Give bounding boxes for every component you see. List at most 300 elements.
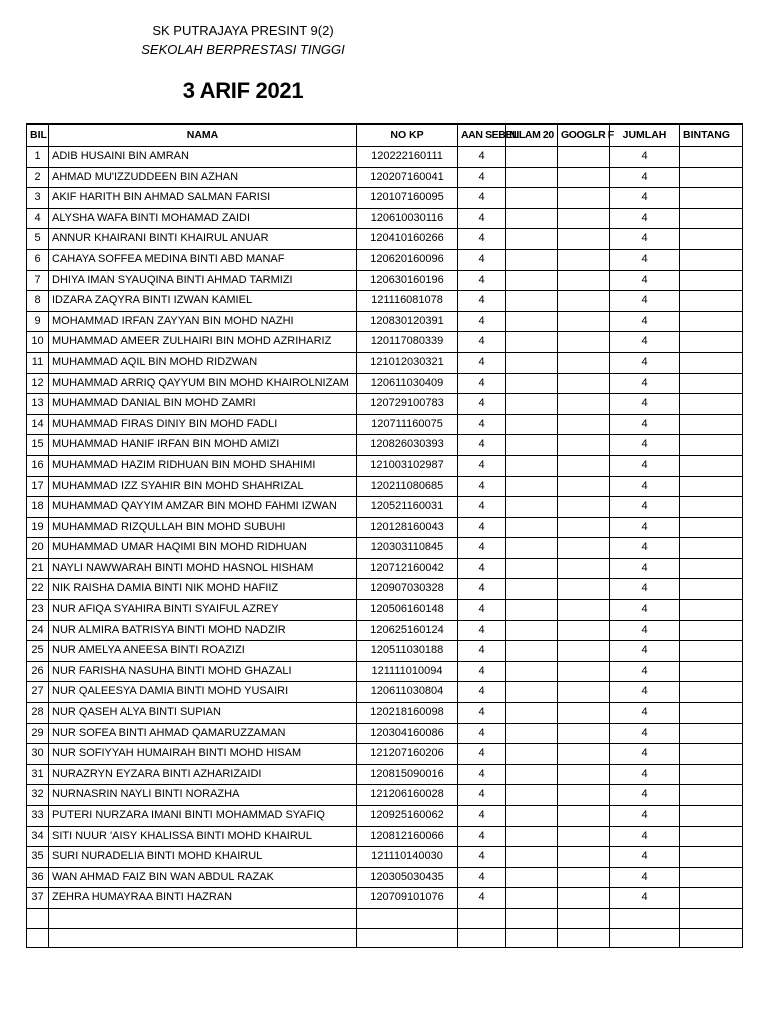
class-title: 3 ARIF 2021 (182, 78, 304, 103)
cell-google-form (558, 455, 610, 476)
cell-nokp (357, 908, 458, 928)
cell-google-form (558, 764, 610, 785)
table-row (27, 435, 743, 456)
cell-nama (49, 908, 357, 928)
cell-nokp: 121116081078 (357, 291, 458, 312)
cell-jumlah: 4 (610, 661, 680, 682)
cell-bil: 16 (27, 455, 49, 476)
cell-google-form (558, 497, 610, 518)
cell-nama: PUTERI NURZARA IMANI BINTI MOHAMMAD SYAFIQ (49, 806, 357, 827)
cell-bacaan-sebelum: 4 (458, 249, 506, 270)
cell-nokp: 121111010094 (357, 661, 458, 682)
table-row (27, 476, 743, 497)
table-row (27, 641, 743, 662)
cell-nilam (506, 394, 558, 415)
cell-bacaan-sebelum: 4 (458, 188, 506, 209)
cell-nama: IDZARA ZAQYRA BINTI IZWAN KAMIEL (49, 291, 357, 312)
cell-jumlah: 4 (610, 455, 680, 476)
cell-nilam (506, 249, 558, 270)
cell-jumlah: 4 (610, 888, 680, 909)
cell-bintang (680, 538, 743, 559)
cell-jumlah: 4 (610, 332, 680, 353)
table-row (27, 167, 743, 188)
table-row (27, 311, 743, 332)
cell-bintang (680, 208, 743, 229)
cell-nama: MUHAMMAD HAZIM RIDHUAN BIN MOHD SHAHIMI (49, 455, 357, 476)
cell-bil: 9 (27, 311, 49, 332)
cell-nokp: 120506160148 (357, 600, 458, 621)
cell-bacaan-sebelum: 4 (458, 311, 506, 332)
cell-google-form (558, 600, 610, 621)
table-row (27, 455, 743, 476)
cell-google-form (558, 538, 610, 559)
cell-jumlah: 4 (610, 517, 680, 538)
cell-bacaan-sebelum (458, 908, 506, 928)
cell-bil: 26 (27, 661, 49, 682)
cell-nama: NUR SOFEA BINTI AHMAD QAMARUZZAMAN (49, 723, 357, 744)
cell-nama: ADIB HUSAINI BIN AMRAN (49, 147, 357, 168)
cell-nokp: 120410160266 (357, 229, 458, 250)
cell-bil: 31 (27, 764, 49, 785)
cell-google-form (558, 641, 610, 662)
cell-bil: 2 (27, 167, 49, 188)
table-row (27, 600, 743, 621)
cell-nilam (506, 188, 558, 209)
cell-bil: 22 (27, 579, 49, 600)
cell-nokp: 120611030804 (357, 682, 458, 703)
cell-nokp: 120207160041 (357, 167, 458, 188)
cell-bil: 23 (27, 600, 49, 621)
cell-bintang (680, 517, 743, 538)
cell-nama: AHMAD MU'IZZUDDEEN BIN AZHAN (49, 167, 357, 188)
table-row (27, 661, 743, 682)
cell-bacaan-sebelum: 4 (458, 291, 506, 312)
cell-nilam (506, 579, 558, 600)
cell-nama (49, 928, 357, 948)
cell-nama: SITI NUUR 'AISY KHALISSA BINTI MOHD KHAIRUL (49, 826, 357, 847)
cell-nama: MUHAMMAD FIRAS DINIY BIN MOHD FADLI (49, 414, 357, 435)
cell-bil (27, 928, 49, 948)
cell-bil: 10 (27, 332, 49, 353)
cell-bacaan-sebelum: 4 (458, 703, 506, 724)
table-row (27, 703, 743, 724)
cell-nokp: 120815090016 (357, 764, 458, 785)
cell-google-form (558, 291, 610, 312)
cell-google-form (558, 661, 610, 682)
student-table (26, 123, 743, 948)
col-header-bil: BIL (27, 124, 49, 147)
cell-nama: NUR QALEESYA DAMIA BINTI MOHD YUSAIRI (49, 682, 357, 703)
cell-nilam (506, 641, 558, 662)
cell-nilam (506, 373, 558, 394)
cell-bacaan-sebelum: 4 (458, 723, 506, 744)
cell-bacaan-sebelum: 4 (458, 435, 506, 456)
cell-bintang (680, 661, 743, 682)
cell-bintang (680, 888, 743, 909)
cell-bil: 6 (27, 249, 49, 270)
cell-nama: DHIYA IMAN SYAUQINA BINTI AHMAD TARMIZI (49, 270, 357, 291)
cell-google-form (558, 847, 610, 868)
cell-nilam (506, 229, 558, 250)
table-row (27, 373, 743, 394)
cell-google-form (558, 311, 610, 332)
cell-bacaan-sebelum: 4 (458, 394, 506, 415)
table-row (27, 352, 743, 373)
cell-nilam (506, 538, 558, 559)
table-row (27, 497, 743, 518)
cell-bil: 7 (27, 270, 49, 291)
cell-bacaan-sebelum: 4 (458, 497, 506, 518)
cell-google-form (558, 908, 610, 928)
cell-google-form (558, 723, 610, 744)
cell-google-form (558, 888, 610, 909)
cell-bintang (680, 908, 743, 928)
cell-bintang (680, 682, 743, 703)
cell-bacaan-sebelum: 4 (458, 352, 506, 373)
cell-jumlah: 4 (610, 208, 680, 229)
cell-bacaan-sebelum: 4 (458, 476, 506, 497)
cell-nama: MUHAMMAD ARRIQ QAYYUM BIN MOHD KHAIROLNIZAM (49, 373, 357, 394)
cell-jumlah: 4 (610, 558, 680, 579)
cell-bil: 11 (27, 352, 49, 373)
table-row (27, 928, 743, 948)
cell-google-form (558, 373, 610, 394)
cell-bacaan-sebelum: 4 (458, 167, 506, 188)
cell-nilam (506, 517, 558, 538)
cell-nilam (506, 332, 558, 353)
cell-nokp: 120620160096 (357, 249, 458, 270)
cell-nokp: 120218160098 (357, 703, 458, 724)
table-row (27, 414, 743, 435)
table-row (27, 394, 743, 415)
cell-bintang (680, 188, 743, 209)
cell-nokp: 120521160031 (357, 497, 458, 518)
cell-bintang (680, 167, 743, 188)
cell-bacaan-sebelum: 4 (458, 641, 506, 662)
cell-bintang (680, 373, 743, 394)
cell-bintang (680, 497, 743, 518)
cell-google-form (558, 229, 610, 250)
cell-nilam (506, 785, 558, 806)
col-header-nama: NAMA (49, 124, 357, 147)
table-row (27, 332, 743, 353)
cell-bil: 14 (27, 414, 49, 435)
cell-bil: 34 (27, 826, 49, 847)
cell-google-form (558, 167, 610, 188)
cell-nama: MUHAMMAD AQIL BIN MOHD RIDZWAN (49, 352, 357, 373)
cell-google-form (558, 414, 610, 435)
cell-nokp: 120117080339 (357, 332, 458, 353)
cell-nokp: 121110140030 (357, 847, 458, 868)
cell-jumlah: 4 (610, 497, 680, 518)
table-row (27, 538, 743, 559)
cell-bacaan-sebelum: 4 (458, 600, 506, 621)
cell-bintang (680, 723, 743, 744)
cell-nama: SURI NURADELIA BINTI MOHD KHAIRUL (49, 847, 357, 868)
cell-bil: 21 (27, 558, 49, 579)
cell-google-form (558, 352, 610, 373)
cell-nokp: 120907030328 (357, 579, 458, 600)
cell-bil: 36 (27, 867, 49, 888)
cell-bil: 28 (27, 703, 49, 724)
cell-nokp: 121012030321 (357, 352, 458, 373)
cell-bacaan-sebelum: 4 (458, 558, 506, 579)
cell-bil: 29 (27, 723, 49, 744)
cell-nokp: 120712160042 (357, 558, 458, 579)
cell-nilam (506, 908, 558, 928)
cell-bacaan-sebelum: 4 (458, 764, 506, 785)
table-row (27, 229, 743, 250)
table-row (27, 806, 743, 827)
cell-nokp: 120305030435 (357, 867, 458, 888)
table-row (27, 785, 743, 806)
cell-bintang (680, 291, 743, 312)
cell-nilam (506, 888, 558, 909)
cell-nama: AKIF HARITH BIN AHMAD SALMAN FARISI (49, 188, 357, 209)
cell-bil: 30 (27, 744, 49, 765)
cell-bacaan-sebelum: 4 (458, 806, 506, 827)
cell-nama: WAN AHMAD FAIZ BIN WAN ABDUL RAZAK (49, 867, 357, 888)
cell-google-form (558, 682, 610, 703)
cell-nokp: 120222160111 (357, 147, 458, 168)
cell-bacaan-sebelum: 4 (458, 579, 506, 600)
cell-bintang (680, 785, 743, 806)
cell-nokp: 120304160086 (357, 723, 458, 744)
col-header-jumlah: JUMLAH (610, 124, 680, 147)
cell-nokp: 120610030116 (357, 208, 458, 229)
cell-bintang (680, 147, 743, 168)
cell-bil: 8 (27, 291, 49, 312)
table-row (27, 517, 743, 538)
cell-google-form (558, 249, 610, 270)
cell-bintang (680, 641, 743, 662)
cell-jumlah: 4 (610, 414, 680, 435)
cell-google-form (558, 620, 610, 641)
cell-nilam (506, 558, 558, 579)
cell-bacaan-sebelum: 4 (458, 414, 506, 435)
cell-nokp: 121003102987 (357, 455, 458, 476)
table-row (27, 188, 743, 209)
cell-bil: 25 (27, 641, 49, 662)
cell-bacaan-sebelum: 4 (458, 867, 506, 888)
cell-nama: NUR AMELYA ANEESA BINTI ROAZIZI (49, 641, 357, 662)
cell-google-form (558, 517, 610, 538)
col-header-bacaan-sebelum: AAN SEBEL (458, 124, 506, 147)
cell-nama: NUR FARISHA NASUHA BINTI MOHD GHAZALI (49, 661, 357, 682)
cell-jumlah: 4 (610, 435, 680, 456)
cell-nilam (506, 311, 558, 332)
cell-bil (27, 908, 49, 928)
cell-jumlah (610, 928, 680, 948)
cell-bacaan-sebelum (458, 928, 506, 948)
cell-jumlah: 4 (610, 311, 680, 332)
cell-nokp: 120830120391 (357, 311, 458, 332)
cell-google-form (558, 188, 610, 209)
table-row (27, 579, 743, 600)
table-row (27, 558, 743, 579)
cell-google-form (558, 270, 610, 291)
cell-bacaan-sebelum: 4 (458, 208, 506, 229)
cell-nama: MUHAMMAD AMEER ZULHAIRI BIN MOHD AZRIHARIZ (49, 332, 357, 353)
cell-nokp: 120625160124 (357, 620, 458, 641)
cell-bil: 17 (27, 476, 49, 497)
cell-nama: NURAZRYN EYZARA BINTI AZHARIZAIDI (49, 764, 357, 785)
table-row (27, 620, 743, 641)
cell-nama: MOHAMMAD IRFAN ZAYYAN BIN MOHD NAZHI (49, 311, 357, 332)
table-row (27, 826, 743, 847)
cell-bacaan-sebelum: 4 (458, 147, 506, 168)
cell-nokp: 121206160028 (357, 785, 458, 806)
cell-google-form (558, 435, 610, 456)
col-header-bintang: BINTANG (680, 124, 743, 147)
cell-nokp: 120611030409 (357, 373, 458, 394)
table-body (27, 147, 743, 948)
table-row (27, 682, 743, 703)
cell-nokp: 120729100783 (357, 394, 458, 415)
cell-bintang (680, 394, 743, 415)
cell-bacaan-sebelum: 4 (458, 270, 506, 291)
cell-google-form (558, 703, 610, 724)
cell-google-form (558, 476, 610, 497)
cell-bil: 20 (27, 538, 49, 559)
cell-nama: MUHAMMAD HANIF IRFAN BIN MOHD AMIZI (49, 435, 357, 456)
school-name: SK PUTRAJAYA PRESINT 9(2) (152, 23, 334, 38)
cell-google-form (558, 826, 610, 847)
cell-bintang (680, 414, 743, 435)
cell-jumlah: 4 (610, 620, 680, 641)
cell-nama: MUHAMMAD QAYYIM AMZAR BIN MOHD FAHMI IZWAN (49, 497, 357, 518)
cell-google-form (558, 147, 610, 168)
cell-bacaan-sebelum: 4 (458, 661, 506, 682)
cell-jumlah: 4 (610, 270, 680, 291)
cell-bacaan-sebelum: 4 (458, 538, 506, 559)
cell-bacaan-sebelum: 4 (458, 785, 506, 806)
cell-nilam (506, 270, 558, 291)
cell-nokp: 120812160066 (357, 826, 458, 847)
cell-bintang (680, 558, 743, 579)
cell-bil: 33 (27, 806, 49, 827)
cell-nama: MUHAMMAD IZZ SYAHIR BIN MOHD SHAHRIZAL (49, 476, 357, 497)
cell-nama: NAYLI NAWWARAH BINTI MOHD HASNOL HISHAM (49, 558, 357, 579)
cell-nama: NUR SOFIYYAH HUMAIRAH BINTI MOHD HISAM (49, 744, 357, 765)
cell-google-form (558, 867, 610, 888)
cell-bacaan-sebelum: 4 (458, 332, 506, 353)
cell-bintang (680, 600, 743, 621)
cell-nama: NUR AFIQA SYAHIRA BINTI SYAIFUL AZREY (49, 600, 357, 621)
cell-nilam (506, 208, 558, 229)
cell-jumlah: 4 (610, 764, 680, 785)
cell-nilam (506, 352, 558, 373)
col-header-nokp: NO KP (357, 124, 458, 147)
cell-bacaan-sebelum: 4 (458, 744, 506, 765)
cell-nokp: 120826030393 (357, 435, 458, 456)
cell-nama: ANNUR KHAIRANI BINTI KHAIRUL ANUAR (49, 229, 357, 250)
cell-google-form (558, 806, 610, 827)
cell-bintang (680, 806, 743, 827)
table-row (27, 908, 743, 928)
cell-nilam (506, 806, 558, 827)
cell-jumlah: 4 (610, 600, 680, 621)
cell-nama: NUR QASEH ALYA BINTI SUPIAN (49, 703, 357, 724)
cell-bintang (680, 703, 743, 724)
cell-jumlah: 4 (610, 249, 680, 270)
cell-nilam (506, 682, 558, 703)
cell-nama: ZEHRA HUMAYRAA BINTI HAZRAN (49, 888, 357, 909)
cell-nama: NUR ALMIRA BATRISYA BINTI MOHD NADZIR (49, 620, 357, 641)
cell-bil: 5 (27, 229, 49, 250)
cell-nama: MUHAMMAD RIZQULLAH BIN MOHD SUBUHI (49, 517, 357, 538)
cell-bil: 18 (27, 497, 49, 518)
cell-bintang (680, 847, 743, 868)
cell-nama: MUHAMMAD UMAR HAQIMI BIN MOHD RIDHUAN (49, 538, 357, 559)
table-row (27, 208, 743, 229)
cell-bacaan-sebelum: 4 (458, 455, 506, 476)
table-row (27, 147, 743, 168)
cell-nilam (506, 455, 558, 476)
cell-jumlah: 4 (610, 538, 680, 559)
col-header-nilam: NILAM 20 (506, 124, 558, 147)
cell-nilam (506, 826, 558, 847)
cell-nokp: 120211080685 (357, 476, 458, 497)
cell-jumlah: 4 (610, 373, 680, 394)
table-row (27, 888, 743, 909)
cell-nokp: 120630160196 (357, 270, 458, 291)
cell-nilam (506, 661, 558, 682)
cell-bil: 15 (27, 435, 49, 456)
cell-google-form (558, 744, 610, 765)
school-motto: SEKOLAH BERPRESTASI TINGGI (141, 42, 345, 57)
cell-jumlah: 4 (610, 826, 680, 847)
cell-bintang (680, 455, 743, 476)
cell-nilam (506, 620, 558, 641)
cell-bintang (680, 620, 743, 641)
cell-google-form (558, 785, 610, 806)
cell-nilam (506, 414, 558, 435)
cell-bil: 19 (27, 517, 49, 538)
cell-jumlah: 4 (610, 682, 680, 703)
cell-bintang (680, 579, 743, 600)
cell-nama: NURNASRIN NAYLI BINTI NORAZHA (49, 785, 357, 806)
cell-jumlah: 4 (610, 352, 680, 373)
cell-jumlah: 4 (610, 641, 680, 662)
cell-jumlah (610, 908, 680, 928)
cell-bacaan-sebelum: 4 (458, 229, 506, 250)
cell-nama: NIK RAISHA DAMIA BINTI NIK MOHD HAFIIZ (49, 579, 357, 600)
cell-jumlah: 4 (610, 806, 680, 827)
cell-bil: 32 (27, 785, 49, 806)
cell-google-form (558, 558, 610, 579)
cell-bil: 24 (27, 620, 49, 641)
cell-bil: 27 (27, 682, 49, 703)
table-header-row (27, 124, 743, 147)
cell-bintang (680, 476, 743, 497)
cell-nilam (506, 723, 558, 744)
cell-bil: 13 (27, 394, 49, 415)
cell-jumlah: 4 (610, 867, 680, 888)
cell-google-form (558, 332, 610, 353)
cell-bacaan-sebelum: 4 (458, 373, 506, 394)
cell-google-form (558, 394, 610, 415)
cell-jumlah: 4 (610, 723, 680, 744)
cell-jumlah: 4 (610, 703, 680, 724)
cell-jumlah: 4 (610, 785, 680, 806)
table-row (27, 744, 743, 765)
cell-nilam (506, 928, 558, 948)
cell-nokp: 121207160206 (357, 744, 458, 765)
cell-bil: 37 (27, 888, 49, 909)
cell-bintang (680, 867, 743, 888)
cell-bintang (680, 928, 743, 948)
